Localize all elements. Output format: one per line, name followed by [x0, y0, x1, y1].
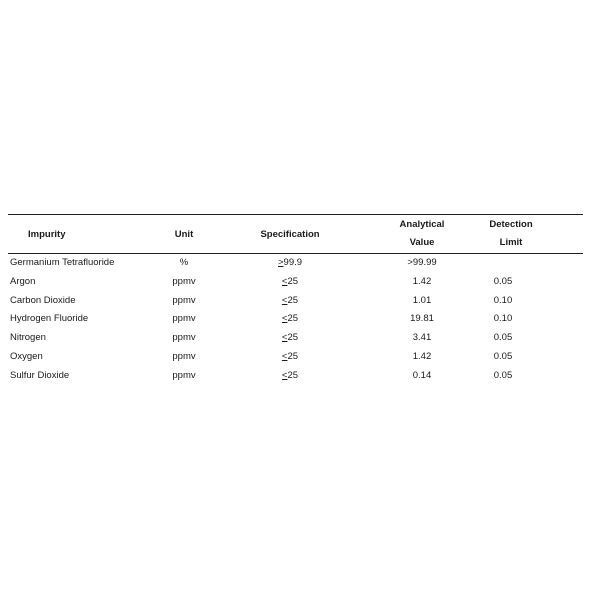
table-row: [8, 332, 583, 350]
cell-specification: [278, 257, 302, 269]
cell-specification: [282, 313, 298, 325]
spec-symbol: <: [281, 313, 288, 324]
table-row: [8, 295, 583, 313]
table-row: [8, 313, 583, 331]
cell-analytical-value: 19.81: [410, 313, 434, 324]
cell-specification: [282, 370, 298, 382]
cell-unit: ppmv: [172, 351, 196, 362]
table-row: [8, 351, 583, 369]
cell-detection-limit: 0.10: [493, 313, 513, 324]
spec-value: 25: [287, 313, 299, 324]
cell-unit: ppmv: [172, 370, 196, 381]
spec-symbol: <: [281, 295, 288, 306]
header-detection-line2: Limit: [499, 237, 523, 248]
cell-specification: [282, 351, 298, 363]
spec-value: 25: [287, 370, 299, 381]
spec-symbol: <: [281, 332, 288, 343]
cell-detection-limit: 0.05: [493, 351, 513, 362]
cell-detection-limit: 0.05: [493, 332, 513, 343]
cell-impurity: Carbon Dioxide: [10, 295, 76, 306]
cell-impurity: Hydrogen Fluoride: [10, 313, 89, 324]
spec-symbol: <: [281, 351, 288, 362]
header-detection-limit: [489, 219, 532, 249]
cell-unit: ppmv: [172, 295, 196, 306]
cell-detection-limit: 0.05: [493, 276, 513, 287]
table-top-rule: [8, 214, 583, 215]
cell-analytical-value: 1.42: [412, 276, 432, 287]
cell-impurity: Sulfur Dioxide: [10, 370, 70, 381]
cell-unit: ppmv: [172, 313, 196, 324]
cell-analytical-value: 1.42: [412, 351, 432, 362]
cell-specification: [282, 295, 298, 307]
header-unit: Unit: [174, 229, 194, 240]
spec-value: 99.9: [283, 257, 303, 268]
spec-symbol: <: [281, 276, 288, 287]
header-analytical-line1: Analytical: [399, 219, 445, 230]
table-row: [8, 276, 583, 294]
cell-analytical-value: 1.01: [412, 295, 432, 306]
header-analytical-line2: Value: [409, 237, 435, 248]
spec-value: 25: [287, 351, 299, 362]
header-specification: Specification: [260, 229, 320, 240]
cell-analytical-value: 3.41: [412, 332, 432, 343]
cell-unit: ppmv: [172, 332, 196, 343]
spec-value: 25: [287, 276, 299, 287]
cell-analytical-value: >99.99: [407, 257, 437, 268]
cell-specification: [282, 332, 298, 344]
header-analytical-value: [400, 219, 445, 249]
cell-unit: %: [179, 257, 189, 268]
spec-symbol: >: [277, 257, 284, 268]
spec-value: 25: [287, 332, 299, 343]
cell-impurity: Germanium Tetrafluoride: [10, 257, 115, 268]
spec-symbol: <: [281, 370, 288, 381]
cell-analytical-value: 0.14: [412, 370, 432, 381]
header-detection-line1: Detection: [489, 219, 533, 230]
cell-impurity: Oxygen: [10, 351, 43, 362]
cell-detection-limit: 0.05: [493, 370, 513, 381]
cell-specification: [282, 276, 298, 288]
header-impurity: Impurity: [28, 229, 66, 240]
spec-value: 25: [287, 295, 299, 306]
cell-unit: ppmv: [172, 276, 196, 287]
cell-impurity: Argon: [10, 276, 36, 287]
header-divider-rule: [8, 253, 583, 254]
cell-detection-limit: 0.10: [493, 295, 513, 306]
table-row: [8, 257, 583, 275]
cell-impurity: Nitrogen: [10, 332, 46, 343]
table-row: [8, 370, 583, 388]
